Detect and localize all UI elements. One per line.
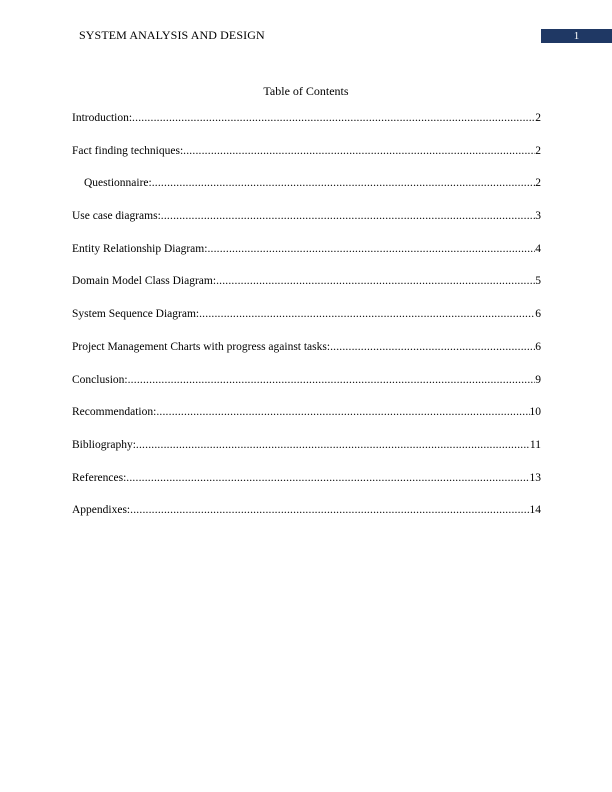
toc-entry-page: 2 xyxy=(535,177,541,190)
toc-leader-dots xyxy=(330,340,535,354)
toc-entry-sequence-diagram[interactable] xyxy=(72,307,541,340)
toc-leader-dots xyxy=(132,111,535,125)
toc-entry-page: 9 xyxy=(535,373,541,386)
toc-entry-label: Conclusion: xyxy=(72,373,128,386)
toc-leader-dots xyxy=(216,274,535,288)
toc-entry-questionnaire[interactable] xyxy=(72,176,541,209)
toc-entry-label: Questionnaire: xyxy=(84,177,152,190)
toc-leader-dots xyxy=(130,503,529,517)
toc-entry-label: Domain Model Class Diagram: xyxy=(72,275,217,288)
toc-entry-label: References: xyxy=(72,471,127,484)
toc-entry-introduction[interactable] xyxy=(72,111,541,144)
toc-entry-recommendation[interactable] xyxy=(72,405,541,438)
toc-leader-dots xyxy=(152,176,536,190)
toc-leader-dots xyxy=(161,209,535,223)
toc-entry-project-management[interactable] xyxy=(72,340,541,373)
toc-entry-bibliography[interactable] xyxy=(72,438,541,471)
toc-entry-label: Recommendation: xyxy=(72,406,157,419)
toc-entry-page: 6 xyxy=(535,308,541,321)
toc-entry-page: 10 xyxy=(529,406,541,419)
toc-entry-fact-finding[interactable] xyxy=(72,144,541,177)
toc-entry-label: Introduction: xyxy=(72,112,133,124)
toc-entry-domain-model[interactable] xyxy=(72,274,541,307)
toc-entry-page: 14 xyxy=(529,504,541,517)
toc-leader-dots xyxy=(156,405,529,419)
toc-entry-page: 6 xyxy=(535,340,541,353)
toc-entry-references[interactable] xyxy=(72,471,541,504)
toc-entry-erd[interactable] xyxy=(72,242,541,275)
toc-entry-label: Fact finding techniques: xyxy=(72,144,184,157)
toc-heading: Table of Contents xyxy=(263,84,349,98)
page-number-badge: 1 xyxy=(541,29,612,43)
toc-entry-conclusion[interactable] xyxy=(72,373,541,406)
toc-list xyxy=(72,111,541,536)
toc-entry-label: Use case diagrams: xyxy=(72,210,161,223)
toc-leader-dots xyxy=(207,242,535,256)
toc-entry-label: Entity Relationship Diagram: xyxy=(72,242,208,255)
toc-entry-label: Project Management Charts with progress against tasks: xyxy=(72,340,331,353)
toc-entry-page: 4 xyxy=(535,242,541,255)
toc-leader-dots xyxy=(128,373,536,387)
toc-entry-use-case[interactable] xyxy=(72,209,541,242)
toc-leader-dots xyxy=(183,144,535,158)
toc-leader-dots xyxy=(136,438,530,452)
toc-leader-dots xyxy=(126,471,529,485)
toc-entry-label: Bibliography: xyxy=(72,438,136,451)
toc-entry-page: 13 xyxy=(529,471,541,484)
toc-entry-page: 3 xyxy=(535,210,541,223)
toc-leader-dots xyxy=(199,307,535,321)
toc-entry-label: System Sequence Diagram: xyxy=(72,308,200,321)
toc-entry-page: 2 xyxy=(535,112,541,124)
toc-entry-label: Appendixes: xyxy=(72,504,131,517)
toc-entry-page: 2 xyxy=(535,144,541,157)
toc-entry-page: 11 xyxy=(529,438,541,451)
toc-entry-page: 5 xyxy=(535,275,541,288)
running-header: SYSTEM ANALYSIS AND DESIGN xyxy=(79,28,265,42)
toc-entry-appendixes[interactable] xyxy=(72,503,541,536)
